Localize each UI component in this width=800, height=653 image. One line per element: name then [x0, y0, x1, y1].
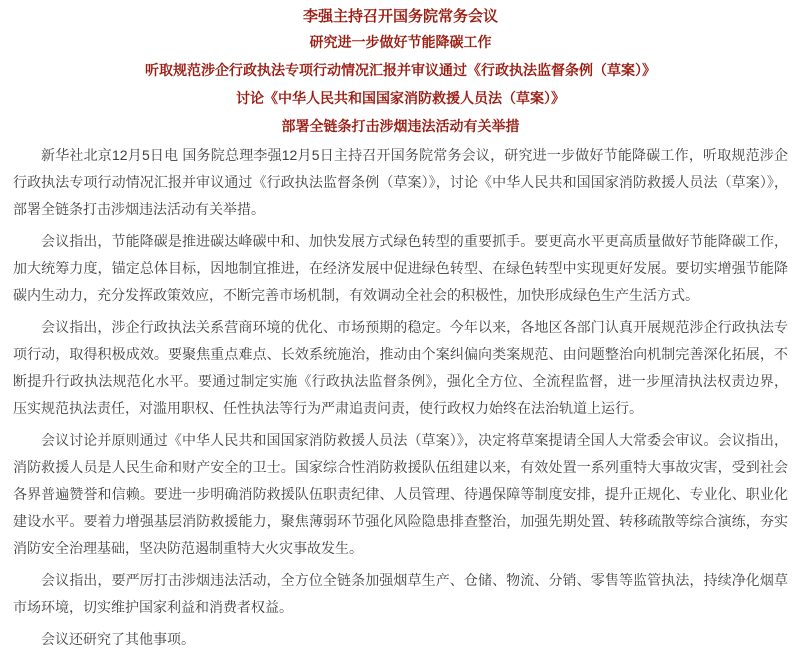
- article-paragraph-fire-rescue-law: 会议讨论并原则通过《中华人民共和国国家消防救援人员法（草案）》，决定将草案提请全国人大常委会审议。会议指出，消防救援人员是人民生命和财产安全的卫士。国家综合性消防救援队伍组建以来，有效处置一系列重特大事故灾害，受到社会各界普遍赞誉和信赖。要进一步明确消防救援队伍职责纪律、人员管理、待遇保障等制度安排，提升正规化、专业化、职业化建设水平。要着力增强基层消防救援能力，聚焦薄弱环节强化风险隐患排查整治，加强先期处置、转移疏散等综合演练，夯实消防安全治理基础，坚决防范遏制重特大火灾事故发生。: [13, 432, 788, 556]
- article-subtitles: [13, 30, 788, 142]
- article-paragraph-other-items: 会议还研究了其他事项。: [41, 631, 195, 647]
- article-paragraph-tobacco: 会议指出，要严厉打击涉烟违法活动，全方位全链条加强烟草生产、仓储、物流、分销、零售等监管执法，持续净化烟草市场环境，切实维护国家利益和消费者权益。: [13, 572, 788, 615]
- article-subtitle-1: 研究进一步做好节能降碳工作: [309, 36, 492, 51]
- article-subtitle-2: 听取规范涉企行政执法专项行动情况汇报并审议通过《行政执法监督条例（草案）》: [145, 64, 656, 79]
- article-paragraph-enforcement: 会议指出，涉企行政执法关系营商环境的优化、市场预期的稳定。今年以来，各地区各部门认真开展规范涉企行政执法专项行动，取得积极成效。要聚焦重点难点、长效系统施治，推动由个案纠偏向类案规范、由问题整治向机制完善深化拓展，不断提升行政执法规范化水平。要通过制定实施《行政执法监督条例》，强化全方位、全流程监督，进一步厘清执法权责边界，压实规范执法责任，对滥用职权、任性执法等行为严肃追责问责，使行政权力始终在法治轨道上运行。: [13, 319, 788, 416]
- article-paragraph-energy-saving: 会议指出，节能降碳是推进碳达峰碳中和、加快发展方式绿色转型的重要抓手。要更高水平更高质量做好节能降碳工作，加大统筹力度，锚定总体目标，因地制宜推进，在经济发展中促进绿色转型、在绿色转型中实现更好发展。要切实增强节能降碳内生动力，充分发挥政策效应，不断完善市场机制，有效调动全社会的积极性，加快形成绿色生产生活方式。: [13, 233, 788, 303]
- article-title: 李强主持召开国务院常务会议: [302, 8, 498, 25]
- article-subtitle-4: 部署全链条打击涉烟违法活动有关举措: [281, 120, 520, 135]
- article-paragraph-lede: 新华社北京12月5日电 国务院总理李强12月5日主持召开国务院常务会议，研究进一步做好节能降碳工作，听取规范涉企行政执法专项行动情况汇报并审议通过《行政执法监督条例（草案）》，讨论《中华人民共和国国家消防救援人员法（草案）》，部署全链条打击涉烟违法活动有关举措。: [13, 147, 788, 217]
- article-body: [13, 142, 788, 653]
- article-subtitle-3: 讨论《中华人民共和国国家消防救援人员法（草案）》: [236, 92, 565, 107]
